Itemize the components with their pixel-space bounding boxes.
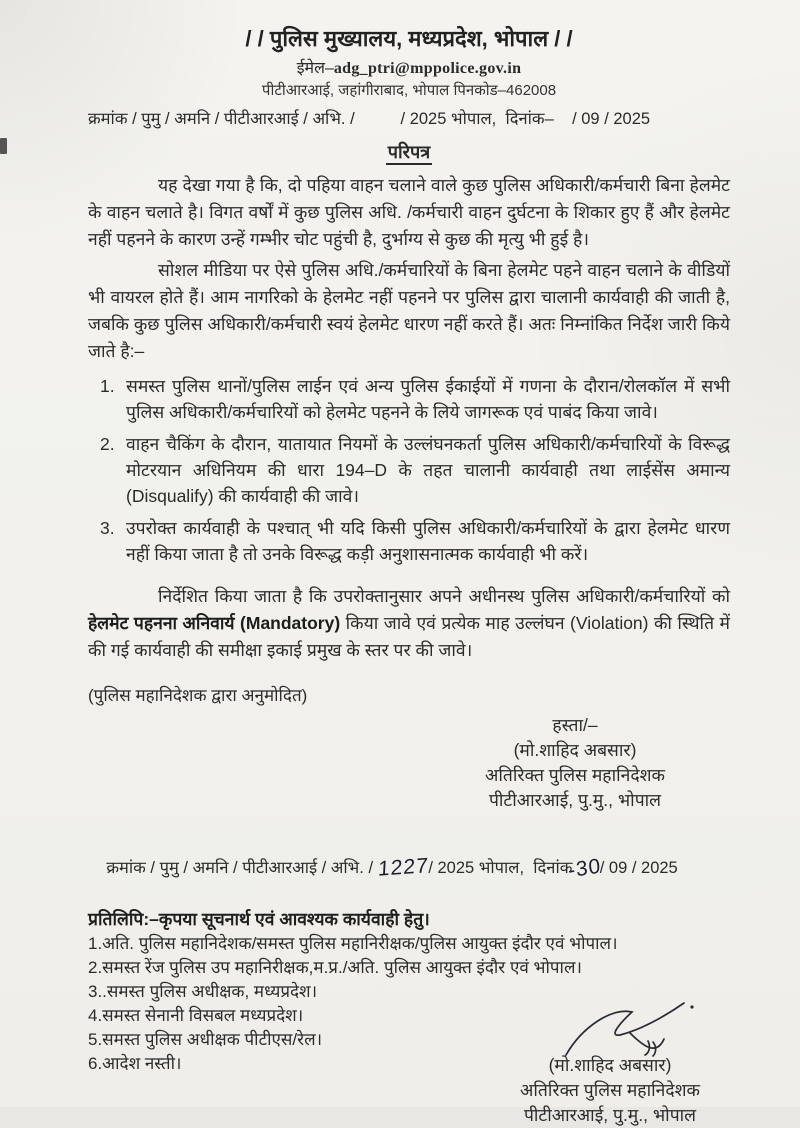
copy-to-item-4: 4.समस्त सेनानी विसबल मध्यप्रदेश।	[88, 1006, 304, 1025]
handwritten-dispatch-number: 1227	[377, 854, 429, 881]
copy-to-item-2: 2.समस्त रेंज पुलिस उप महानिरीक्षक,म.प्र./अति. पुलिस आयुक्त इंदौर एवं भोपाल।	[88, 958, 582, 977]
paragraph-2: सोशल मीडिया पर ऐसे पुलिस अधि./कर्मचारियों के बिना हेलमेट पहने वाहन चलाने के वीडियों भी वायरल होते हैं। आम नागरिको के हेलमेट नहीं पहनने पर पुलिस द्वारा चालानी कार्यवाही की जाती है, जबकि कुछ पुलिस अधिकारी/कर्मचारी स्वयं हेलमेट धारण नहीं करते हैं। अतः निम्नांकित निर्देश जारी किये जाते है:–	[88, 260, 730, 361]
scan-artifact	[0, 138, 7, 154]
copy-to-item-5: 5.समस्त पुलिस अधीक्षक पीटीएस/रेल।	[88, 1030, 323, 1049]
signatory-name: (मो.शाहिद अबसार)	[548, 1055, 672, 1075]
signed-abbrev: हस्ता/–	[552, 715, 598, 735]
letterhead-address: पीटीआरआई, जहांगीराबाद, भोपाल पिनकोड–462008	[261, 82, 557, 99]
directive-list	[88, 373, 730, 567]
letterhead-email-line	[88, 57, 730, 80]
directive-item-3: 3. उपरोक्त कार्यवाही के पश्चात् भी यदि किसी पुलिस अधिकारी/कर्मचारियों के द्वारा हेलमेट धारण नहीं किया जाता है तो उनके विरूद्ध कड़ी अनुशासनात्मक कार्यवाही भी करें।	[100, 518, 730, 564]
directive-item-2: 2. वाहन चैकिंग के दौरान, यातायात नियमों के उल्लंघनकर्ता पुलिस अधिकारी/कर्मचारियों के विरूद्ध मोटरयान अधिनियम की धारा 194–D के तहत चालानी कार्यवाही तथा लाईसेंस अमान्य (Disqualify) की कार्यवाही की जावे।	[100, 434, 730, 506]
email-address: adg_ptri@mppolice.gov.in	[333, 60, 522, 77]
copy-to-heading: प्रतिलिपि:–कृपया सूचनार्थ एवं आवश्यक कार्यवाही हेतु।	[88, 909, 430, 929]
mandatory-emphasis: हेलमेट पहनना अनिवार्य (Mandatory)	[88, 613, 341, 633]
letterhead-title: / / पुलिस मुख्यालय, मध्यप्रदेश, भोपाल / /	[245, 26, 573, 51]
signature-block-top	[450, 713, 700, 813]
copy-to-item-1: 1.अति. पुलिस महानिदेशक/समस्त पुलिस महानिरीक्षक/पुलिस आयुक्त इंदौर एवं भोपाल।	[88, 934, 618, 953]
email-label: ईमेल–	[296, 60, 334, 77]
signatory-office: पीटीआरआई, पु.मु., भोपाल	[523, 1105, 697, 1125]
document-title: परिपत्र	[88, 139, 730, 166]
copy-to-section	[88, 907, 730, 1125]
reference-number-line: क्रमांक / पुमु / अमनि / पीटीआरआई / अभि. / / 2025 भोपाल, दिनांक– / 09 / 2025	[88, 110, 651, 128]
paragraph-1: यह देखा गया है कि, दो पहिया वाहन चलाने वाले कुछ पुलिस अधिकारी/कर्मचारी बिना हेलमेट के वाहन चलाते है। विगत वर्षों में कुछ पुलिस अधि. /कर्मचारी वाहन दुर्घटना के शिकार हुए हैं और हेलमेट नहीं पहनने के कारण उन्हें गम्भीर चोट पहुंची है, दुर्भाग्य से कुछ की मृत्यु भी हुई है।	[88, 175, 730, 249]
approval-note: (पुलिस महानिदेशक द्वारा अनुमोदित)	[88, 686, 308, 705]
copy-to-item-6: 6.आदेश नस्ती।	[88, 1054, 182, 1073]
signatory-office: पीटीआरआई, पु.मु., भोपाल	[488, 790, 662, 810]
directive-item-1: 1. समस्त पुलिस थानों/पुलिस लाईन एवं अन्य पुलिस ईकाईयों में गणना के दौरान/रोलकॉल में सभी पुलिस अधिकारी/कर्मचारियों को हेलमेट पहनने के लिये जागरूक एवं पाबंद किया जावे।	[100, 376, 730, 422]
signatory-designation: अतिरिक्त पुलिस महानिदेशक	[520, 1080, 700, 1100]
dispatch-reference-line: क्रमांक / पुमु / अमनि / पीटीआरआई / अभि. / 1227/ 2025 भोपाल, दिनांक-30/ 09 / 2025	[106, 854, 678, 883]
copy-to-item-3: 3..समस्त पुलिस अधीक्षक, मध्यप्रदेश।	[88, 982, 318, 1001]
signatory-name: (मो.शाहिद अबसार)	[513, 740, 637, 760]
signature-block-bottom	[470, 999, 750, 1128]
handwritten-date: -30	[567, 854, 603, 883]
directive-paragraph: निर्देशित किया जाता है कि उपरोक्तानुसार अपने अधीनस्थ पुलिस अधिकारी/कर्मचारियों को हेलमेट पहनना अनिवार्य (Mandatory) किया जावे एवं प्रत्येक माह उल्लंघन (Violation) की स्थिति में की गई कार्यवाही की समीक्षा इकाई प्रमुख के स्तर पर की जावे।	[88, 586, 730, 660]
signatory-designation: अतिरिक्त पुलिस महानिदेशक	[485, 765, 665, 785]
